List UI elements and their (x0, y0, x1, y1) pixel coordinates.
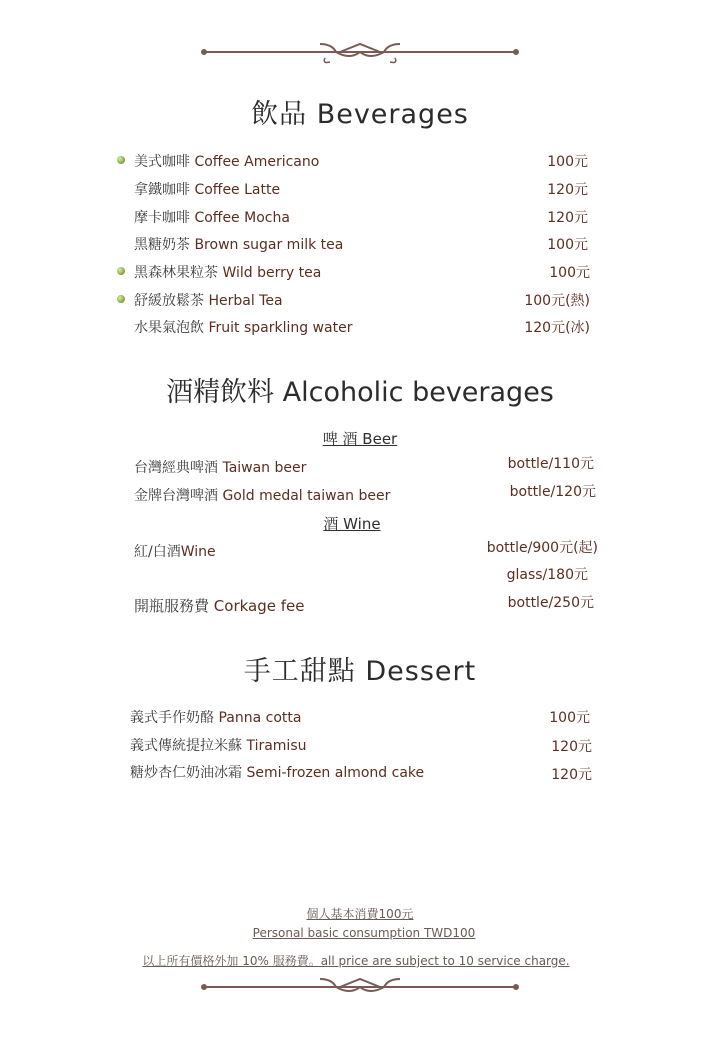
beverage-item (134, 290, 283, 310)
beer-item: 台灣經典啤酒 Taiwan beer (134, 460, 307, 476)
dessert-price: 120元 (551, 739, 592, 755)
bottom-ornament (200, 975, 520, 999)
minimum-charge-en: Personal basic consumption TWD100 (252, 926, 476, 940)
dessert-item: 糖炒杏仁奶油冰霜 Semi-frozen almond cake (130, 765, 425, 781)
beverage-name-zh: 水果氣泡飲 (134, 320, 204, 336)
beverage-price: 100元 (547, 154, 588, 170)
wine-item: 紅/白酒Wine (134, 544, 216, 560)
wine-price-bottle: bottle/900元(起) (486, 540, 598, 556)
top-ornament (200, 40, 520, 64)
beverage-name-en: Coffee Americano (194, 154, 320, 170)
beverage-item (134, 207, 290, 227)
beverage-price: 100元 (549, 265, 590, 281)
beverage-name-zh: 摩卡咖啡 (134, 210, 190, 226)
beverage-name-en: Brown sugar milk tea (194, 237, 344, 253)
dessert-item: 義式傳統提拉米蘇 Tiramisu (130, 738, 307, 754)
corkage-item: 開瓶服務費 Corkage fee (134, 597, 305, 615)
dessert-item: 義式手作奶酪 Panna cotta (130, 710, 302, 726)
alcohol-title: 酒精飲料 Alcoholic beverages (166, 377, 554, 408)
beverage-name-zh: 美式咖啡 (134, 154, 190, 170)
beverage-item (134, 234, 343, 254)
corkage-price: bottle/250元 (507, 595, 594, 611)
beverage-item (134, 179, 280, 199)
service-charge-note: 以上所有價格外加 10% 服務費。all price are subject to 10 service charge. (142, 954, 570, 968)
beverage-name-zh: 黑糖奶茶 (134, 237, 190, 253)
beverage-price: 100元 (547, 237, 588, 253)
beverage-name-en: Herbal Tea (208, 293, 283, 309)
wine-price-glass: glass/180元 (506, 567, 588, 583)
beverage-item (134, 151, 319, 171)
beverage-name-en: Coffee Mocha (194, 210, 290, 226)
beverage-name-en: Coffee Latte (194, 182, 281, 198)
dessert-price: 100元 (549, 710, 590, 726)
beer-heading: 啤 酒 Beer (322, 430, 398, 448)
beer-price: bottle/110元 (507, 456, 594, 472)
beverage-price: 120元(冰) (524, 320, 590, 336)
beverage-price: 100元(熱) (524, 293, 590, 309)
beverage-price: 120元 (547, 182, 588, 198)
beer-price: bottle/120元 (509, 484, 596, 500)
beverage-price: 120元 (547, 210, 588, 226)
bullet-icon (117, 295, 125, 303)
beverage-name-zh: 拿鐵咖啡 (134, 182, 190, 198)
bullet-icon (117, 156, 125, 164)
bullet-icon (117, 267, 125, 275)
dessert-title: 手工甜點 Dessert (243, 656, 477, 687)
beverages-title: 飲品 Beverages (251, 99, 469, 130)
beverage-name-zh: 黑森林果粒茶 (134, 265, 218, 281)
beverage-name-en: Wild berry tea (222, 265, 322, 281)
wine-heading: 酒 Wine (323, 515, 381, 533)
beverage-name-zh: 舒緩放鬆茶 (134, 293, 204, 309)
minimum-charge-zh: 個人基本消費100元 (306, 907, 414, 921)
dessert-price: 120元 (551, 767, 592, 783)
beverage-item (134, 317, 352, 337)
beverage-item (134, 262, 321, 282)
beverage-name-en: Fruit sparkling water (208, 320, 353, 336)
beer-item: 金牌台灣啤酒 Gold medal taiwan beer (134, 488, 391, 504)
